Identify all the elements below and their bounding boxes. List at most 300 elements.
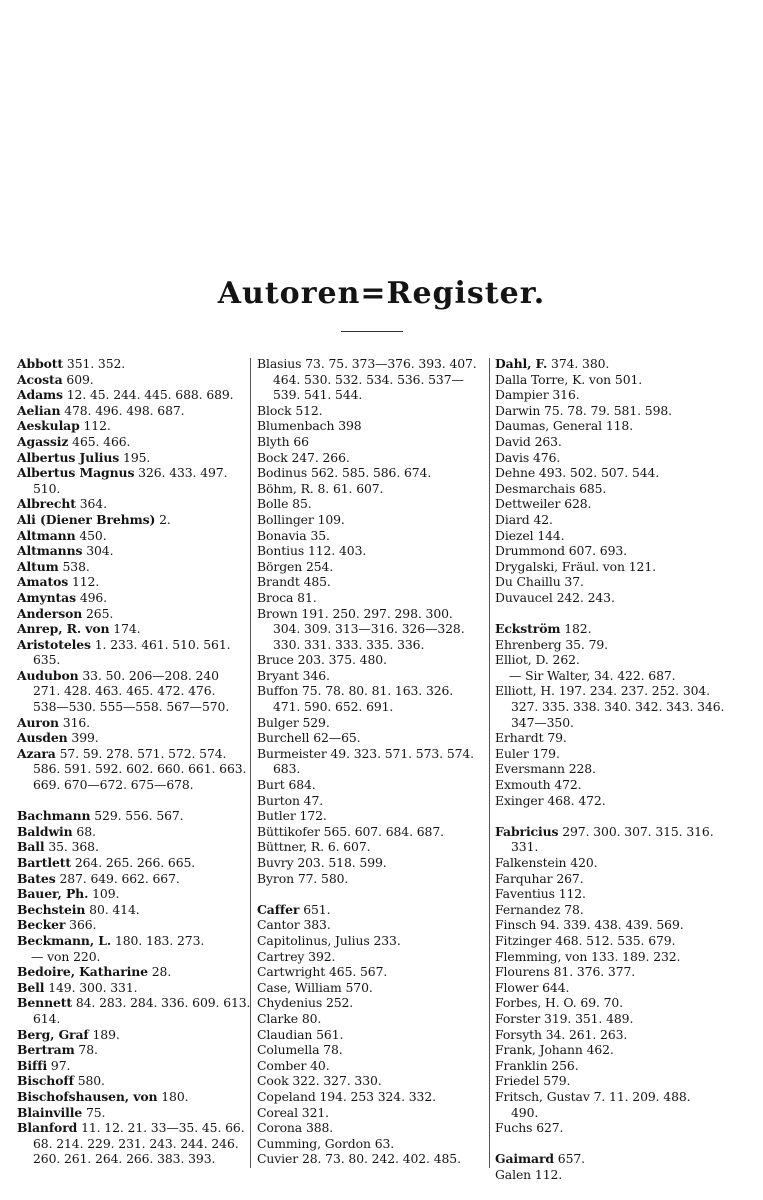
register-entry: [495, 621, 731, 637]
author-name: Audubon: [17, 667, 79, 683]
author-name: Dahl, F.: [495, 356, 548, 371]
author-name: Dampier: [495, 387, 549, 403]
page-refs: 203. 518. 599.: [297, 855, 387, 870]
register-entry: [495, 652, 731, 668]
page-refs: 75. 78. 79. 581. 598.: [544, 402, 672, 418]
author-name: Albrecht: [17, 496, 76, 512]
page-refs: 8. 61. 607.: [317, 480, 384, 496]
register-entry: [17, 808, 246, 824]
register-entry: [495, 1058, 731, 1074]
author-name: Faventius: [495, 886, 555, 902]
page-refs: 561.: [316, 1026, 344, 1042]
letter-gap: [495, 606, 731, 622]
page-refs: 346.: [302, 667, 330, 683]
author-name: Bodinus: [257, 465, 308, 481]
page-refs: 472.: [554, 777, 582, 793]
letter-gap: [495, 1136, 731, 1152]
register-entry: [495, 1151, 731, 1167]
register-entry: [495, 855, 731, 871]
author-name: Bartlett: [17, 855, 71, 870]
page-refs: 112. 403.: [307, 543, 367, 559]
page-refs: 496.: [79, 589, 108, 605]
register-entry: [17, 387, 246, 403]
author-name: Baldwin: [17, 823, 73, 839]
author-name: Galen: [495, 1166, 532, 1182]
register-entry: [495, 1120, 731, 1136]
author-name: Forster: [495, 1010, 541, 1026]
register-entry: [257, 1073, 485, 1089]
page-refs: 112.: [71, 574, 100, 590]
page-refs: 6. 607.: [327, 839, 371, 855]
page-refs: 267.: [556, 870, 584, 886]
author-name: Bolle: [257, 496, 289, 512]
author-name: Bauer, Ph.: [17, 886, 89, 902]
page-refs: 399.: [71, 730, 99, 746]
register-entry: [495, 481, 731, 497]
author-name: Albertus Julius: [17, 449, 120, 465]
author-name: Bell: [17, 979, 45, 995]
register-entry: [17, 964, 246, 980]
page-refs: 490.: [511, 1104, 539, 1120]
author-name: Bryant: [257, 667, 299, 683]
page-refs: 685.: [579, 480, 607, 496]
page-refs: 112.: [534, 1166, 563, 1182]
author-name: Elliott, H.: [495, 683, 555, 699]
page-refs: 242. 243.: [556, 589, 615, 605]
register-entry: [257, 652, 485, 668]
page-refs: 75.: [85, 1104, 106, 1120]
page-refs: 63.: [374, 1135, 395, 1151]
register-entry: [257, 933, 485, 949]
page-refs: 287. 649. 662. 667.: [59, 870, 180, 886]
register-entry: [257, 1089, 485, 1105]
page-refs: 327. 335. 338. 340. 342. 343. 346.: [511, 699, 725, 715]
author-name: Anderson: [17, 605, 83, 621]
register-entry: [17, 902, 246, 918]
author-name: Abbott: [17, 356, 64, 371]
register-entry: [257, 746, 485, 777]
register-entry: [17, 637, 246, 668]
register-entry: [257, 730, 485, 746]
page-refs: 73. 75. 373—376. 393. 407.: [305, 356, 477, 371]
author-name: Dalla Torre, K. von: [495, 371, 612, 387]
page-refs: 12. 45. 244. 445. 688. 689.: [66, 387, 234, 403]
page-refs: 80.: [301, 1010, 322, 1026]
register-entry: [495, 902, 731, 918]
author-name: Ali (Diener Brehms): [17, 511, 156, 527]
register-entry: [495, 434, 731, 450]
page-refs: 80. 414.: [89, 901, 140, 917]
author-name: Fernandez: [495, 901, 561, 917]
register-entry: [257, 450, 485, 466]
title-rule: [341, 331, 403, 332]
register-entry: [495, 637, 731, 653]
page-refs: 366.: [69, 917, 97, 933]
page-refs: 112.: [83, 418, 111, 434]
register-entry: [495, 1042, 731, 1058]
register-entry: [495, 356, 731, 372]
author-name: Becker: [17, 917, 66, 933]
register-entry: [495, 761, 731, 777]
page-refs: 501.: [614, 371, 643, 387]
register-entry: [257, 543, 485, 559]
register-entry: [257, 949, 485, 965]
register-entry: [17, 606, 246, 622]
author-name: Drummond: [495, 543, 565, 559]
author-name: Finsch: [495, 917, 537, 933]
author-name: Bruce: [257, 652, 294, 668]
author-name: Auron: [17, 714, 59, 730]
column-divider: [489, 358, 490, 1168]
author-name: Cumming, Gordon: [257, 1135, 371, 1151]
page-refs: 42.: [533, 511, 553, 527]
register-entry: [257, 793, 485, 809]
author-name: Bonavia: [257, 527, 307, 543]
page-refs: 262.: [552, 652, 580, 668]
page-refs: 651.: [303, 901, 331, 917]
author-name: Bontius: [257, 543, 305, 559]
page-refs: 392.: [308, 948, 336, 964]
register-entry: [257, 1042, 485, 1058]
author-name: Bock: [257, 449, 288, 465]
author-name: Beckmann, L.: [17, 932, 112, 948]
register-entry: [495, 496, 731, 512]
page-refs: 538.: [62, 558, 90, 574]
register-entry: [257, 465, 485, 481]
author-name: Forbes, H. O.: [495, 995, 577, 1011]
page-refs: 478. 496. 498. 687.: [64, 402, 185, 418]
register-entry: [17, 1073, 246, 1089]
page-refs: 627.: [536, 1120, 564, 1136]
page-refs: 194. 253 324. 332.: [319, 1088, 436, 1104]
page-refs: 471. 590. 652. 691.: [273, 699, 394, 715]
page-refs: 85.: [292, 496, 312, 512]
author-name: Du Chaillu: [495, 574, 561, 590]
author-name: Erhardt: [495, 730, 544, 746]
page-refs: 388.: [305, 1120, 334, 1136]
author-name: Diard: [495, 511, 530, 527]
page-refs: 374. 380.: [551, 356, 610, 371]
author-name: Fritsch, Gustav: [495, 1088, 590, 1104]
page-refs: 570.: [345, 979, 373, 995]
page-refs: 565. 607. 684. 687.: [323, 823, 444, 839]
author-name: Blumenbach: [257, 418, 335, 434]
page-refs: 464. 530. 532. 534. 536. 537—: [273, 371, 464, 387]
page-refs: 512.: [295, 402, 323, 418]
author-name: — Sir Walter,: [509, 667, 591, 683]
register-entry: [17, 668, 246, 715]
page-refs: 510.: [33, 480, 61, 496]
page-refs: 180.: [161, 1088, 189, 1104]
author-name: Bulger: [257, 714, 299, 730]
register-entry: [17, 528, 246, 544]
page-refs: 149. 300. 331.: [48, 979, 138, 995]
author-name: Fabricius: [495, 823, 559, 839]
page-refs: 180. 183. 273.: [114, 932, 205, 948]
register-entry: [257, 418, 485, 434]
author-name: Böhm, R.: [257, 480, 314, 496]
author-name: Burmeister: [257, 745, 327, 761]
page-refs: 57. 59. 278. 571. 572. 574.: [59, 745, 227, 761]
page-refs: 644.: [542, 979, 570, 995]
register-entry: [495, 871, 731, 887]
author-name: Amatos: [17, 574, 69, 590]
register-entry: [495, 590, 731, 606]
author-name: Cartwright: [257, 964, 326, 980]
register-entry: [495, 574, 731, 590]
page-refs: 2.: [159, 511, 171, 527]
author-name: Bischoff: [17, 1073, 74, 1089]
author-name: Exmouth: [495, 777, 551, 793]
author-name: Clarke: [257, 1010, 298, 1026]
letter-gap: [17, 793, 246, 809]
page-refs: 316.: [62, 714, 90, 730]
register-entry: [17, 418, 246, 434]
page-refs: 462.: [586, 1042, 614, 1058]
author-name: Daumas, General: [495, 418, 602, 434]
author-name: Franklin: [495, 1057, 548, 1073]
author-name: Albertus Magnus: [17, 465, 135, 481]
register-entry: [17, 886, 246, 902]
register-entry: [257, 980, 485, 996]
register-entry: [495, 683, 731, 730]
register-entry: [17, 730, 246, 746]
register-entry: [495, 1073, 731, 1089]
page-refs: 247. 266.: [291, 449, 350, 465]
page-refs: 316.: [552, 387, 580, 403]
register-entry: [17, 746, 246, 793]
page-refs: 450.: [79, 527, 107, 543]
register-entry: [495, 668, 731, 684]
author-name: Blyth: [257, 433, 290, 449]
author-name: — von: [31, 948, 70, 964]
register-entry: [257, 668, 485, 684]
page-refs: 109.: [92, 886, 120, 902]
page-refs: 254.: [305, 558, 334, 574]
author-name: Cartrey: [257, 948, 305, 964]
register-entry: [257, 434, 485, 450]
author-name: Altmann: [17, 527, 76, 543]
register-entry: [495, 1027, 731, 1043]
page-refs: 228.: [568, 761, 596, 777]
register-entry: [495, 980, 731, 996]
page-refs: 347—350.: [511, 714, 574, 730]
register-entry: [495, 995, 731, 1011]
author-name: Brandt: [257, 574, 300, 590]
register-entry: [17, 980, 246, 996]
page-refs: 420.: [570, 855, 598, 870]
author-name: Darwin: [495, 402, 541, 418]
author-name: Byron: [257, 870, 294, 886]
register-entry: [17, 590, 246, 606]
page-refs: 465. 567.: [329, 964, 388, 980]
register-entry: [17, 434, 246, 450]
register-entry: [257, 590, 485, 606]
page-refs: 476.: [533, 449, 561, 465]
author-name: Cantor: [257, 917, 300, 933]
page-refs: 144.: [537, 527, 565, 543]
author-name: Börgen: [257, 558, 303, 574]
page-refs: 77. 580.: [297, 870, 349, 886]
page-refs: 7. 11. 209. 488.: [593, 1088, 691, 1104]
page-refs: 265.: [86, 605, 114, 621]
register-entry: [495, 450, 731, 466]
page-refs: 297. 300. 307. 315. 316.: [562, 823, 714, 839]
author-name: Buvry: [257, 855, 294, 870]
page-refs: 220.: [73, 948, 101, 964]
page-refs: 37.: [564, 574, 584, 590]
letter-gap: [257, 886, 485, 902]
page-refs: 683.: [273, 761, 301, 777]
register-entry: [17, 871, 246, 887]
author-name: Anrep, R. von: [17, 621, 110, 637]
author-name: Euler: [495, 745, 529, 761]
page-refs: 28. 73. 80. 242. 402. 485.: [301, 1151, 461, 1167]
register-entry: [495, 824, 731, 855]
page-refs: 628.: [564, 496, 592, 512]
register-entry: [17, 933, 246, 949]
page-refs: 11. 12. 21. 33—35. 45. 66.: [81, 1120, 245, 1136]
register-entry: [257, 808, 485, 824]
register-entry: [495, 730, 731, 746]
register-entry: [17, 1042, 246, 1058]
author-name: Biffi: [17, 1057, 48, 1073]
page-refs: 579.: [543, 1073, 571, 1089]
author-name: Bechstein: [17, 901, 86, 917]
page-refs: 133. 189. 232.: [591, 948, 681, 964]
page-refs: 78.: [78, 1042, 98, 1058]
register-entry: [257, 839, 485, 855]
page-refs: 263.: [534, 433, 562, 449]
author-name: Claudian: [257, 1026, 313, 1042]
register-entry: [495, 372, 731, 388]
page-title: Autoren=Register.: [217, 276, 546, 311]
page-refs: 81. 376. 377.: [553, 964, 636, 980]
author-name: Chydenius: [257, 995, 323, 1011]
register-entry: [257, 574, 485, 590]
register-entry: [17, 1027, 246, 1043]
register-column-1: [17, 356, 251, 1167]
author-name: Coreal: [257, 1104, 298, 1120]
letter-gap: [495, 808, 731, 824]
page-refs: 326. 433. 497.: [138, 465, 228, 481]
author-name: Diezel: [495, 527, 534, 543]
register-entry: [495, 559, 731, 575]
page-refs: 75. 78. 80. 81. 163. 326.: [301, 683, 454, 699]
page-refs: 28.: [151, 964, 172, 980]
page-refs: 321.: [301, 1104, 329, 1120]
author-name: Burton: [257, 792, 300, 808]
register-entry: [495, 1011, 731, 1027]
author-name: Duvaucel: [495, 589, 553, 605]
page-refs: 68.: [76, 823, 96, 839]
author-name: Aelian: [17, 402, 61, 418]
author-name: Block: [257, 402, 292, 418]
page-refs: 68. 214. 229. 231. 243. 244. 246.: [33, 1135, 239, 1151]
page-refs: 304. 309. 313—316. 326—328.: [273, 621, 465, 637]
page-refs: 97.: [50, 1057, 71, 1073]
register-entry: [495, 543, 731, 559]
author-name: Büttikofer: [257, 823, 320, 839]
page-refs: 66: [293, 433, 309, 449]
page-refs: 304.: [86, 543, 114, 559]
page-refs: 35.: [310, 527, 330, 543]
author-name: Berg, Graf: [17, 1026, 89, 1042]
page-refs: 684.: [288, 777, 316, 793]
register-entry: [257, 1011, 485, 1027]
page-refs: 84. 283. 284. 336. 609. 613.: [75, 995, 251, 1011]
column-divider: [250, 358, 251, 1168]
author-name: Falkenstein: [495, 855, 567, 870]
register-entry: [257, 606, 485, 653]
register-entry: [17, 1105, 246, 1121]
page-refs: 562. 585. 586. 674.: [310, 465, 432, 481]
page-refs: 189.: [92, 1026, 120, 1042]
page-refs: 383.: [303, 917, 331, 933]
author-name: Blainville: [17, 1104, 83, 1120]
author-name: Acosta: [17, 371, 63, 387]
author-name: Friedel: [495, 1073, 540, 1089]
page-refs: 112.: [558, 886, 586, 902]
register-entry: [257, 356, 485, 403]
page-refs: 233.: [373, 932, 401, 948]
register-column-3: [495, 356, 731, 1182]
page-refs: 49. 323. 571. 573. 574.: [330, 745, 475, 761]
author-name: Desmarchais: [495, 480, 576, 496]
author-name: Cook: [257, 1073, 289, 1089]
register-entry: [495, 1089, 731, 1120]
register-entry: [17, 839, 246, 855]
register-entry: [257, 528, 485, 544]
page-refs: 35. 368.: [48, 839, 99, 855]
author-name: Butler: [257, 808, 296, 824]
page-refs: 79.: [547, 730, 567, 746]
page-refs: 586. 591. 592. 602. 660. 661. 663.: [33, 761, 247, 777]
register-entry: [257, 824, 485, 840]
page-refs: 669. 670—672. 675—678.: [33, 777, 194, 793]
author-name: Flemming, von: [495, 948, 588, 964]
register-entry: [257, 1136, 485, 1152]
register-entry: [257, 917, 485, 933]
page-refs: 580.: [77, 1073, 105, 1089]
author-name: Ehrenberg: [495, 636, 562, 652]
register-entry: [495, 933, 731, 949]
register-entry: [17, 824, 246, 840]
author-name: Burt: [257, 777, 285, 793]
page-refs: 179.: [532, 745, 560, 761]
author-name: Elliot, D.: [495, 652, 549, 668]
author-name: Adams: [17, 387, 63, 403]
register-entry: [257, 512, 485, 528]
author-name: Eckström: [495, 621, 561, 637]
page-refs: 260. 261. 264. 266. 383. 393.: [33, 1151, 216, 1167]
page-refs: 33. 50. 206—208. 240: [82, 667, 219, 683]
page-refs: 197. 234. 237. 252. 304.: [558, 683, 711, 699]
register-entry: [17, 543, 246, 559]
author-name: Agassiz: [17, 433, 69, 449]
register-entry: [257, 1027, 485, 1043]
author-name: Cuvier: [257, 1151, 299, 1167]
register-entry: [495, 528, 731, 544]
author-name: Frank, Johann: [495, 1042, 583, 1058]
page-refs: 538—530. 555—558. 567—570.: [33, 699, 230, 715]
register-entry: [17, 450, 246, 466]
page-refs: 319. 351. 489.: [544, 1010, 634, 1026]
page-refs: 62—65.: [313, 730, 361, 746]
author-name: Bennett: [17, 995, 73, 1011]
page-refs: 1. 233. 461. 510. 561.: [94, 636, 231, 652]
register-entry: [495, 403, 731, 419]
